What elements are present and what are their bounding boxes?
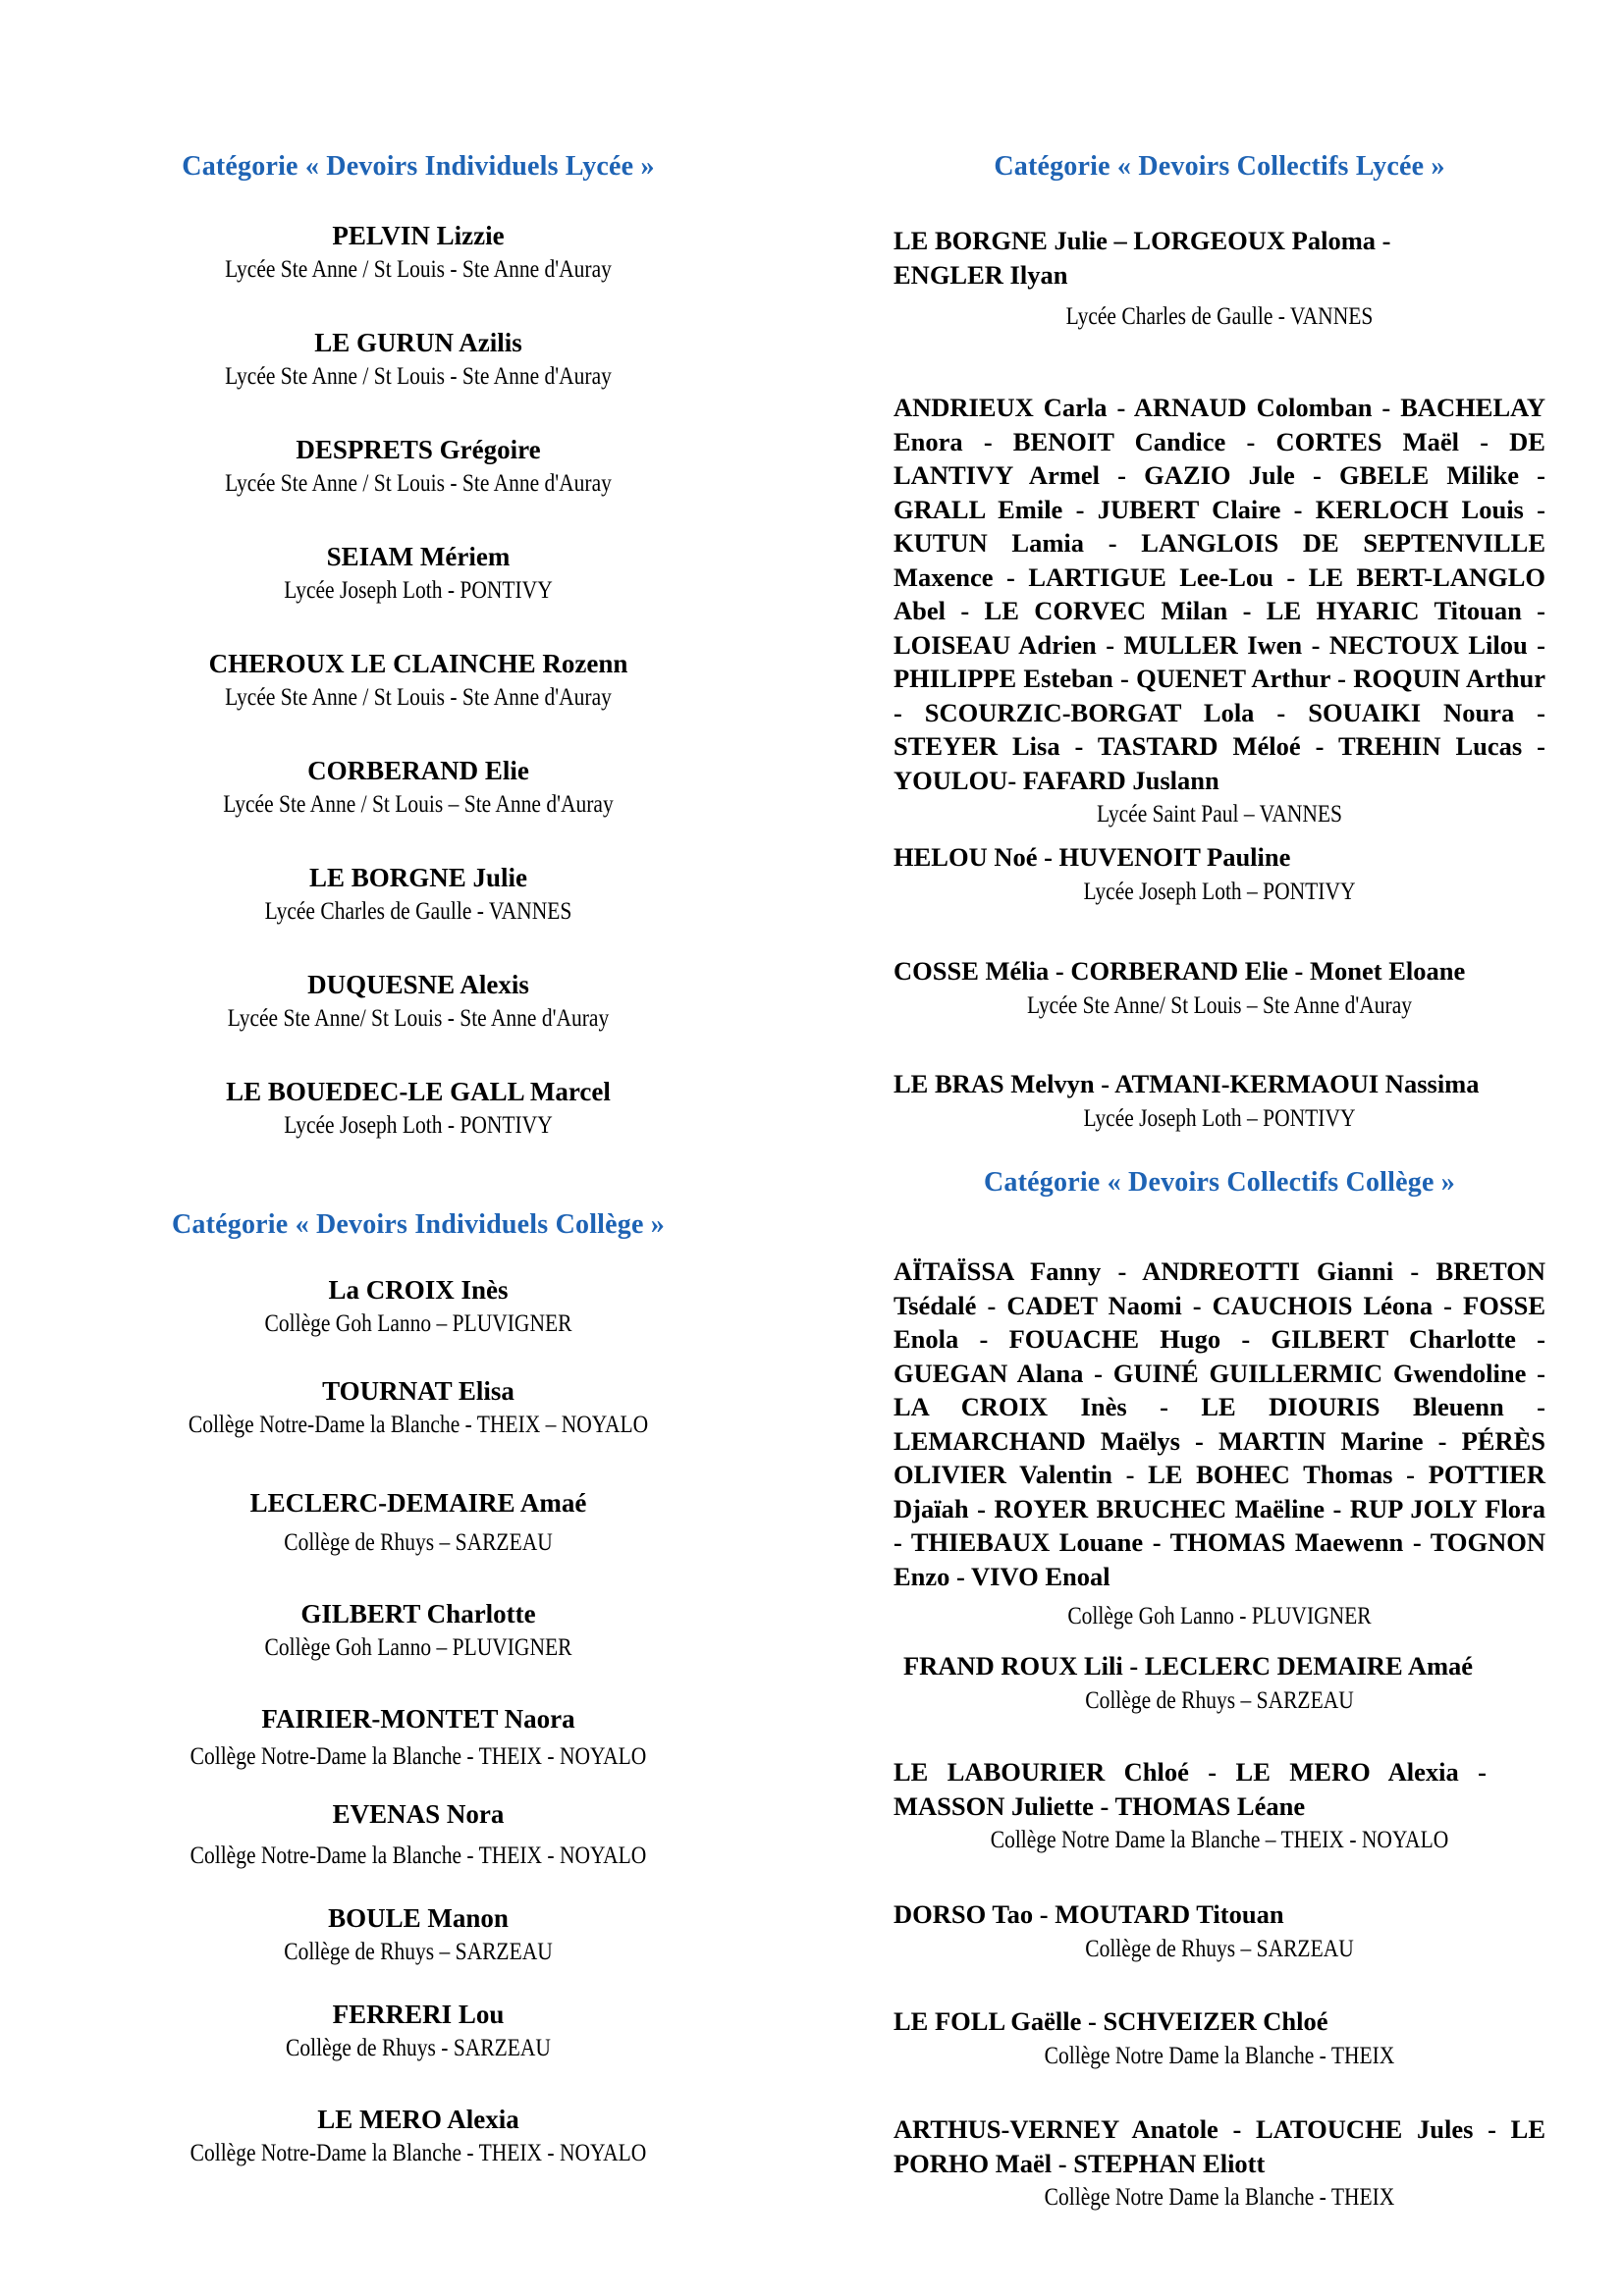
group-entry	[893, 1255, 1545, 1634]
laureate-entry	[94, 1900, 742, 1969]
school-name: Lycée Ste Anne / St Louis - Ste Anne d'Auray	[225, 256, 612, 283]
student-name: LE BORGNE Julie	[308, 863, 528, 892]
school-name: Lycée Ste Anne/ St Louis – Ste Anne d'Auray	[1026, 991, 1413, 1019]
group-names: LE FOLL Gaëlle - SCHVEIZER Chloé	[893, 2006, 1328, 2036]
student-name: SEIAM Mériem	[326, 542, 511, 571]
laureate-entry	[94, 1997, 742, 2065]
student-name: LE GURUN Azilis	[314, 328, 522, 357]
group-entry	[893, 1897, 1545, 1967]
school-name: Collège Notre Dame la Blanche - THEIX	[1044, 2184, 1395, 2211]
student-name: La CROIX Inès	[328, 1275, 509, 1305]
school-name: Lycée Ste Anne / St Louis - Ste Anne d'Auray	[225, 363, 612, 390]
school-name: Collège Goh Lanno - PLUVIGNER	[1067, 1603, 1372, 1629]
school-name: Collège Notre-Dame la Blanche - THEIX - NOYALO	[189, 1842, 647, 1869]
group-names: LE BORGNE Julie – LORGEOUX Paloma - ENGLER Ilyan	[893, 226, 1391, 290]
category-title-collective-college: Catégorie « Devoirs Collectifs Collège »	[984, 1167, 1455, 1198]
student-name: GILBERT Charlotte	[300, 1599, 536, 1629]
group-names: COSSE Mélia - CORBERAND Elie - Monet Eloane	[893, 956, 1466, 986]
group-entry	[893, 391, 1545, 832]
laureate-entry	[94, 1272, 742, 1341]
school-name: Collège de Rhuys - SARZEAU	[286, 2035, 551, 2061]
laureate-entry	[94, 1373, 742, 1442]
category-title-collective-lycee: Catégorie « Devoirs Collectifs Lycée »	[994, 151, 1445, 182]
student-name: CORBERAND Elie	[307, 756, 529, 785]
school-name: Lycée Joseph Loth - PONTIVY	[284, 1112, 553, 1139]
group-entry	[893, 2004, 1545, 2074]
group-names: AÏTAÏSSA Fanny - ANDREOTTI Gianni - BRETON Tsédalé - CADET Naomi - CAUCHOIS Léona - FOSSE Enola - FOUACHE Hugo - GILBERT Charlotte - GUEGAN Alana - GUINÉ GUILLERMIC Gwendoline - LA CROIX Inès - LE DIOURIS Bleuenn - LEMARCHAND Maëlys - MARTIN Marine - PÉRÈS OLIVIER Valentin - LE BOHEC Thomas - POTTIER Djaïah - ROYER BRUCHEC Maëline - RUP JOLY Flora - THIEBAUX Louane - THOMAS Maewenn - TOGNON Enzo - VIVO Enoal	[893, 1256, 1545, 1591]
laureate-entry	[94, 1485, 742, 1560]
group-entry	[893, 954, 1545, 1024]
student-name: DESPRETS Grégoire	[296, 435, 541, 464]
student-name: LE MERO Alexia	[317, 2105, 519, 2134]
school-name: Lycée Ste Anne/ St Louis - Ste Anne d'Auray	[227, 1005, 610, 1032]
group-names: FRAND ROUX Lili - LECLERC DEMAIRE Amaé	[903, 1651, 1474, 1681]
school-name: Collège Notre Dame la Blanche - THEIX	[1044, 2042, 1395, 2069]
laureate-entry	[94, 1796, 742, 1873]
student-name: DUQUESNE Alexis	[307, 970, 529, 999]
school-name: Collège de Rhuys – SARZEAU	[284, 1529, 553, 1556]
school-name: Lycée Ste Anne / St Louis – Ste Anne d'Auray	[223, 791, 614, 818]
student-name: TOURNAT Elisa	[322, 1376, 514, 1406]
laureate-entry	[94, 860, 742, 929]
laureate-entry	[94, 1701, 742, 1774]
school-name: Collège Notre-Dame la Blanche - THEIX - NOYALO	[189, 1743, 647, 1770]
school-name: Lycée Joseph Loth - PONTIVY	[284, 577, 553, 604]
group-names: DORSO Tao - MOUTARD Titouan	[893, 1899, 1284, 1929]
school-name: Collège de Rhuys – SARZEAU	[1085, 1686, 1354, 1714]
group-entry	[893, 1755, 1545, 1858]
school-name: Lycée Ste Anne / St Louis - Ste Anne d'Auray	[225, 684, 612, 711]
student-name: LE BOUEDEC-LE GALL Marcel	[226, 1077, 611, 1106]
student-name: FAIRIER-MONTET Naora	[261, 1704, 575, 1734]
school-name: Lycée Saint Paul – VANNES	[1096, 801, 1343, 828]
student-name: PELVIN Lizzie	[332, 221, 505, 250]
category-title-individual-college: Catégorie « Devoirs Individuels Collège »	[171, 1209, 666, 1240]
laureate-entry	[94, 539, 742, 608]
school-name: Collège Goh Lanno – PLUVIGNER	[264, 1634, 572, 1661]
category-title-individual-lycee: Catégorie « Devoirs Individuels Lycée »	[182, 151, 655, 182]
student-name: BOULE Manon	[328, 1903, 509, 1933]
student-name: LECLERC-DEMAIRE Amaé	[249, 1488, 587, 1518]
laureate-entry	[94, 2102, 742, 2170]
student-name: FERRERI Lou	[332, 2000, 505, 2029]
group-names: LE LABOURIER Chloé - LE MERO Alexia - MASSON Juliette - THOMAS Léane	[893, 1757, 1487, 1821]
school-name: Lycée Joseph Loth – PONTIVY	[1083, 1104, 1356, 1132]
school-name: Collège Notre Dame la Blanche – THEIX - NOYALO	[990, 1827, 1449, 1853]
group-names: ANDRIEUX Carla - ARNAUD Colomban - BACHELAY Enora - BENOIT Candice - CORTES Maël - DE LANTIVY Armel - GAZIO Jule - GBELE Milike - GRALL Emile - JUBERT Claire - KERLOCH Louis - KUTUN Lamia - LANGLOIS DE SEPTENVILLE Maxence - LARTIGUE Lee-Lou - LE BERT-LANGLO Abel - LE CORVEC Milan - LE HYARIC Titouan - LOISEAU Adrien - MULLER Iwen - NECTOUX Lilou - PHILIPPE Esteban - QUENET Arthur - ROQUIN Arthur - SCOURZIC-BORGAT Lola - SOUAIKI Noura - STEYER Lisa - TASTARD Méloé - TREHIN Lucas - YOULOU- FAFARD Juslann	[893, 393, 1545, 795]
group-names: HELOU Noé - HUVENOIT Pauline	[893, 842, 1291, 872]
school-name: Collège de Rhuys – SARZEAU	[284, 1939, 553, 1965]
laureate-entry	[94, 432, 742, 501]
laureate-entry	[94, 753, 742, 822]
group-entry	[893, 2112, 1545, 2216]
laureate-entry	[94, 1596, 742, 1665]
group-entry	[893, 1649, 1545, 1719]
school-name: Collège Notre-Dame la Blanche - THEIX – NOYALO	[188, 1412, 649, 1438]
school-name: Lycée Ste Anne / St Louis - Ste Anne d'Auray	[225, 470, 612, 497]
student-name: EVENAS Nora	[332, 1799, 505, 1829]
school-name: Collège Notre-Dame la Blanche - THEIX - NOYALO	[189, 2140, 647, 2166]
school-name: Lycée Joseph Loth – PONTIVY	[1083, 878, 1356, 905]
group-names: ARTHUS-VERNEY Anatole - LATOUCHE Jules - LE PORHO Maël - STEPHAN Eliott	[893, 2114, 1545, 2178]
group-names: LE BRAS Melvyn - ATMANI-KERMAOUI Nassima	[893, 1069, 1480, 1098]
group-entry	[893, 840, 1545, 910]
laureate-entry	[94, 967, 742, 1036]
laureate-entry	[94, 218, 742, 287]
school-name: Lycée Charles de Gaulle - VANNES	[264, 898, 572, 925]
school-name: Collège Goh Lanno – PLUVIGNER	[264, 1310, 572, 1337]
group-entry	[893, 1067, 1545, 1137]
laureate-entry	[94, 1074, 742, 1143]
laureate-entry	[94, 325, 742, 394]
school-name: Lycée Charles de Gaulle - VANNES	[1065, 303, 1374, 330]
group-entry	[893, 224, 1545, 335]
school-name: Collège de Rhuys – SARZEAU	[1085, 1935, 1354, 1962]
student-name: CHEROUX LE CLAINCHE Rozenn	[208, 649, 628, 678]
laureate-entry	[94, 646, 742, 715]
